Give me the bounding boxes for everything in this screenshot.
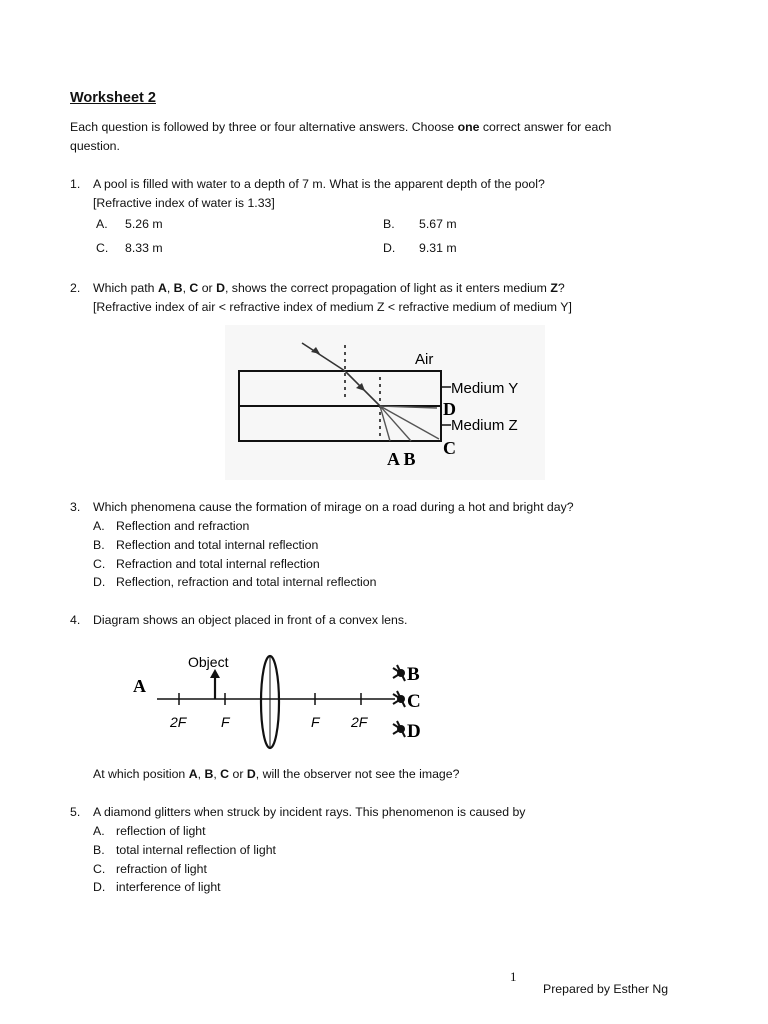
q5-option-b-letter: B. [93,843,105,857]
q1-option-c-text: 8.33 m [125,241,163,255]
q3-option-d-letter: D. [93,575,106,589]
tick-label-f-left: F [221,714,230,730]
prepared-by: Prepared by Esther Ng [543,982,669,996]
q4-text: Diagram shows an object placed in front of a convex lens. [93,613,408,627]
q1-option-d-letter: D. [383,241,396,255]
q5-text: A diamond glitters when struck by incident rays. This phenomenon is caused by [93,805,526,819]
tick-label-2f-right: 2F [351,714,368,730]
q5-number: 5. [70,805,81,819]
position-c-label: C [407,691,421,712]
position-d-label: D [407,721,421,742]
instructions-line2: question. [70,139,120,153]
q3-option-c-text: Refraction and total internal reflection [116,557,320,571]
path-ab-label: A B [387,449,416,469]
diagram-background [225,325,545,480]
q3-option-b-letter: B. [93,538,105,552]
q3-option-a-text: Reflection and refraction [116,519,250,533]
q1-text: A pool is filled with water to a depth of 7 m. What is the apparent depth of the pool? [93,177,545,191]
tick-label-2f-left: 2F [170,714,187,730]
path-d-label: D [443,399,456,419]
position-a-label: A [133,676,146,696]
instructions: Each question is followed by three or four alternative answers. Choose one correct answer for each [70,120,612,134]
q1-option-a-letter: A. [96,217,108,231]
q2-text: Which path A, B, C or D, shows the correct propagation of light as it enters medium Z? [93,281,565,295]
q5-option-a-text: reflection of light [116,824,206,838]
q1-option-c-letter: C. [96,241,109,255]
tick-label-f-right: F [311,714,320,730]
q3-option-b-text: Reflection and total internal reflection [116,538,319,552]
q1-option-d-text: 9.31 m [419,241,457,255]
q5-option-d-text: interference of light [116,880,221,894]
q3-number: 3. [70,500,81,514]
q1-number: 1. [70,177,81,191]
lens-diagram [125,648,455,753]
eye-d-icon [393,721,405,737]
worksheet-title: Worksheet 2 [70,90,156,106]
q4-question: At which position A, B, C or D, will the observer not see the image? [93,767,460,781]
q5-option-a-letter: A. [93,824,105,838]
q5-option-d-letter: D. [93,880,106,894]
q1-option-b-text: 5.67 m [419,217,457,231]
q3-text: Which phenomena cause the formation of mirage on a road during a hot and bright day? [93,500,574,514]
q1-note: [Refractive index of water is 1.33] [93,196,275,210]
q5-option-c-text: refraction of light [116,862,207,876]
path-c-label: C [443,438,456,458]
air-label: Air [415,351,434,368]
q2-note: [Refractive index of air < refractive index of medium Z < refractive medium of medium Y] [93,300,572,314]
eye-b-icon [393,665,405,681]
refraction-diagram [225,325,545,480]
q1-option-a-text: 5.26 m [125,217,163,231]
q3-option-a-letter: A. [93,519,105,533]
q3-option-d-text: Reflection, refraction and total internal reflection [116,575,377,589]
q5-option-b-text: total internal reflection of light [116,843,276,857]
q2-number: 2. [70,281,81,295]
page-number: 1 [510,969,517,984]
object-arrowhead [210,669,220,678]
q1-option-b-letter: B. [383,217,395,231]
object-label: Object [188,654,229,670]
medium-z-label: Medium Z [451,417,518,434]
q3-option-c-letter: C. [93,557,106,571]
q4-number: 4. [70,613,81,627]
position-b-label: B [407,664,420,685]
medium-y-label: Medium Y [451,380,519,397]
q5-option-c-letter: C. [93,862,106,876]
